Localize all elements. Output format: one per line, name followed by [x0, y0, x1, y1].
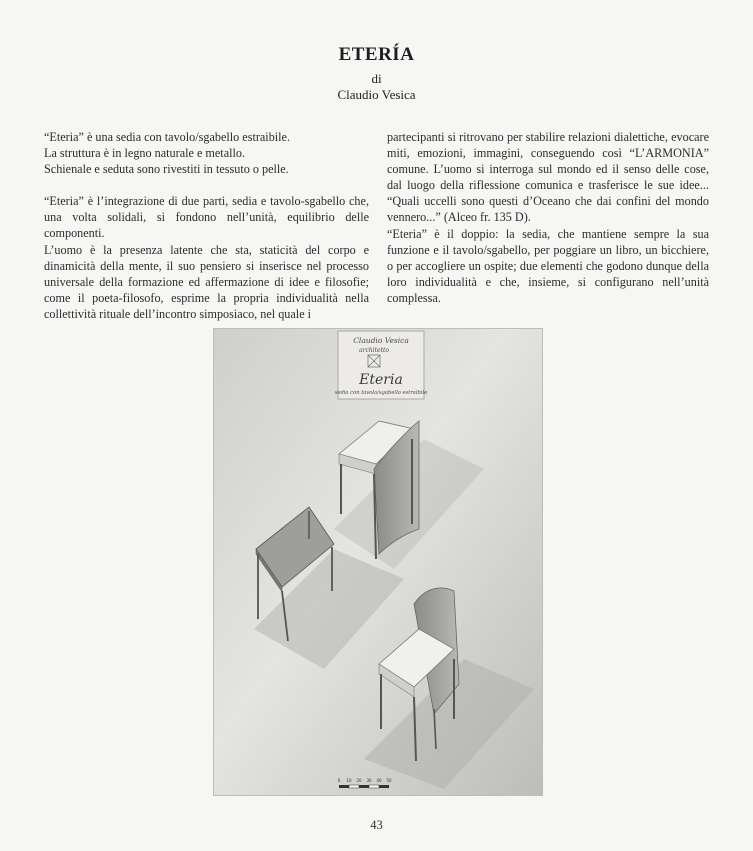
scale-label: 30 — [366, 778, 372, 783]
intro-line: Schienale e seduta sono rivestiti in tessuto o pelle. — [44, 162, 289, 177]
scale-label: 40 — [376, 778, 382, 783]
left-text-column — [44, 129, 369, 322]
pencil-drawing-illustration — [213, 328, 543, 796]
page-number: 43 — [370, 818, 383, 832]
byline: di — [371, 71, 382, 86]
card-subtitle: sedia con tavolo/sgabello estraibile — [334, 390, 428, 396]
card-role: architetto — [359, 347, 389, 354]
paragraph-participants: partecipanti si ritrovano per stabilire relazioni dialettiche, evocare miti, emozioni, immagini, conseguendo così “L’ARMONIA” comune. L’uomo si interroga sul mondo ed il senso delle cose, dal luogo della riflessione comunica e trasferisce le sue idee... “Quali uccelli sono questi d’Oceano che dai confini del mondo vennero...” (Alceo fr. 135 D). — [387, 130, 709, 225]
scale-label: 10 — [346, 778, 352, 783]
intro-line: La struttura è in legno naturale e metallo. — [44, 146, 246, 161]
scale-label: 0 — [337, 778, 341, 783]
title-card — [335, 331, 428, 399]
card-author: Claudio Vesica — [353, 336, 409, 345]
scale-label: 20 — [356, 778, 362, 783]
page-title: ETERÍA — [338, 44, 415, 65]
scale-label: 50 — [386, 778, 392, 783]
right-text-column — [387, 129, 709, 306]
paragraph-man: L’uomo è la presenza latente che sta, staticità del corpo e dinamicità della mente, il suo pensiero si inserisce nel processo universale della formazione ed affermazione di idee e filosofie; come il poeta-filosofo, esprime la propria individualità nella collettività rituale dell’incontro simposiaco, nel quale i — [44, 242, 369, 321]
paragraph-integration: “Eteria” è l’integrazione di due parti, sedia e tavolo-sgabello che, una volta solidali, si fondono nell’unità, equilibrio delle componenti. — [44, 194, 369, 241]
paragraph-double: “Eteria” è il doppio: la sedia, che mantiene sempre la sua funzione e il tavolo/sgabello, per poggiare un libro, un bicchiere, o per accogliere un ospite; due elementi che godono dunque della loro individualità e che, insieme, si configurano nell’unità complessa. — [387, 226, 709, 305]
chair-drawing — [214, 329, 542, 795]
intro-line: “Eteria” è una sedia con tavolo/sgabello estraibile. — [44, 130, 291, 144]
card-title: Eteria — [359, 372, 403, 388]
author-name: Claudio Vesica — [337, 87, 416, 102]
